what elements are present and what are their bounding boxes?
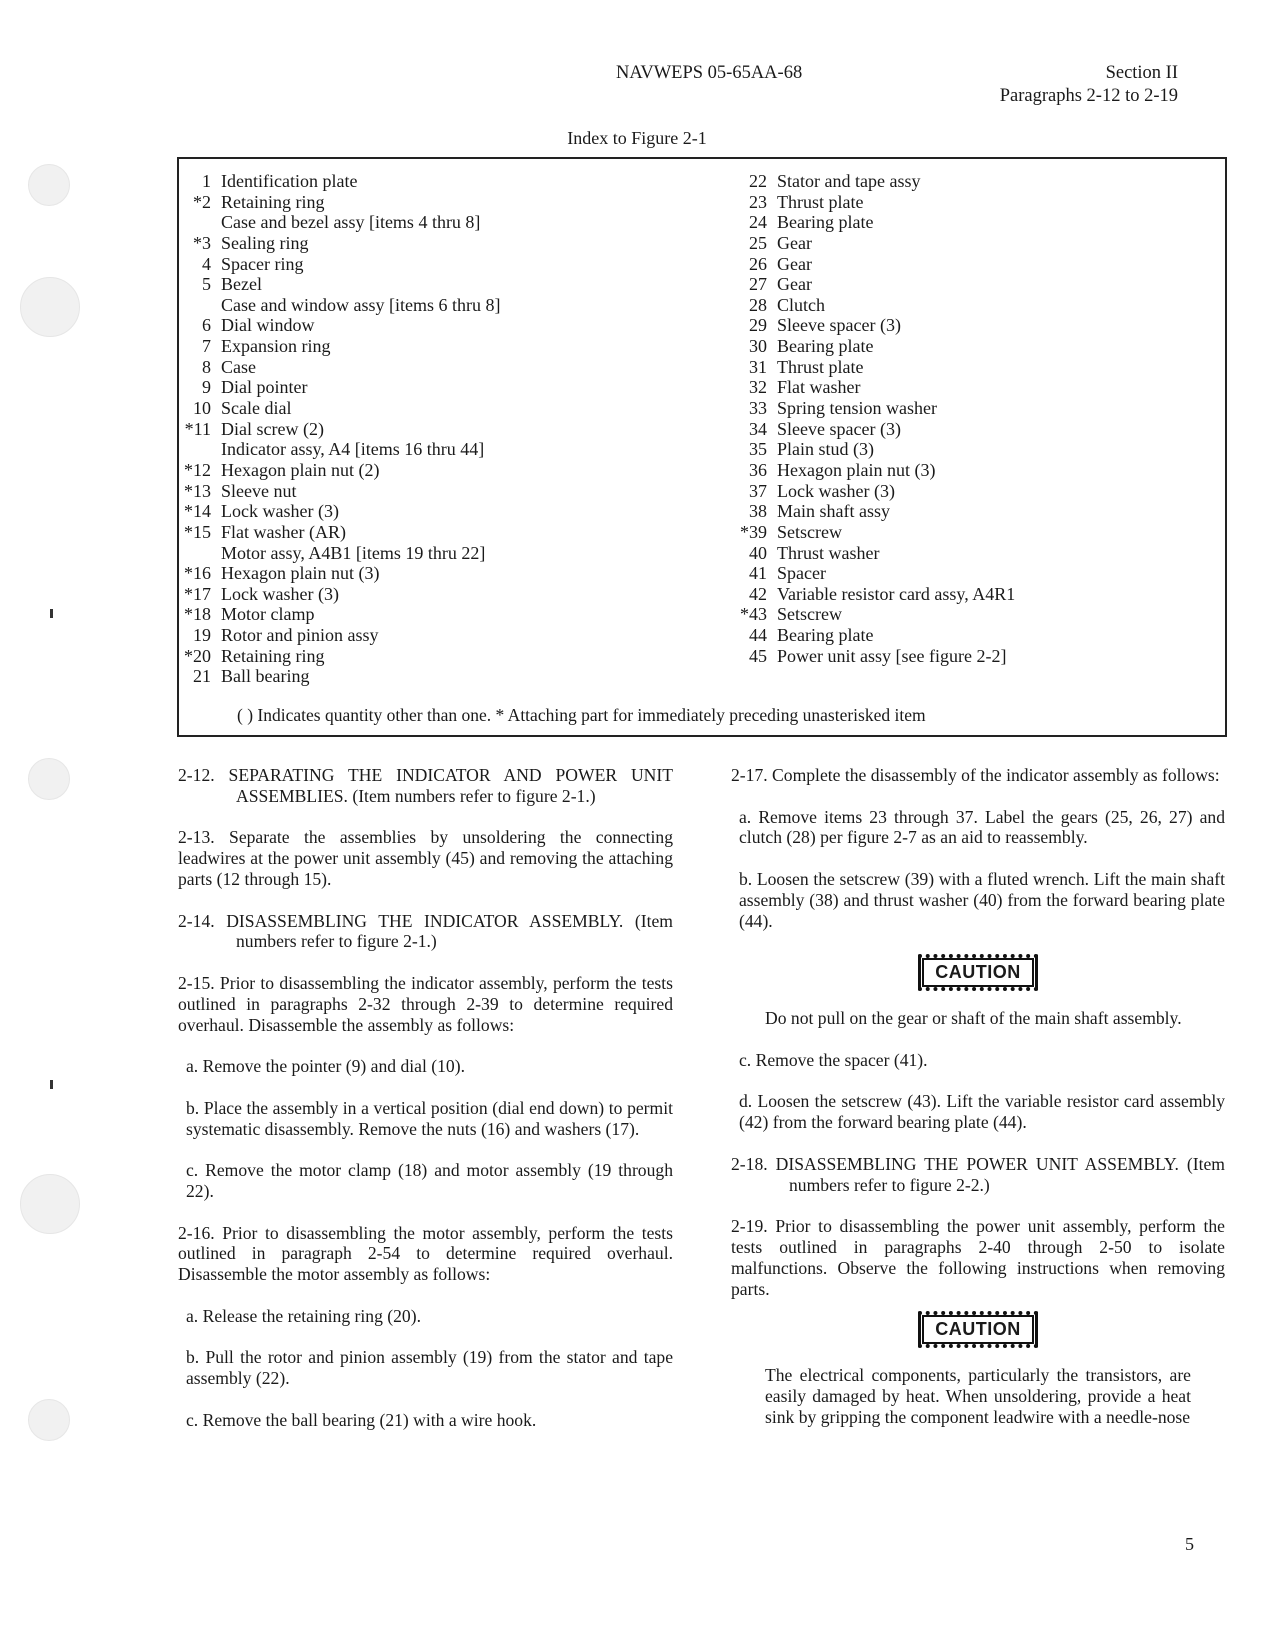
item-description: Clutch <box>777 294 825 315</box>
index-item <box>719 625 1224 646</box>
index-item <box>179 522 719 543</box>
item-number: *39 <box>740 521 767 542</box>
item-description: Motor clamp <box>221 604 315 625</box>
index-item <box>179 274 719 295</box>
item-number: *14 <box>184 501 211 522</box>
item-description: Gear <box>777 253 812 274</box>
item-number: 32 <box>749 377 767 398</box>
item-number: 27 <box>749 274 767 295</box>
index-item <box>719 646 1224 667</box>
index-item <box>179 254 719 275</box>
margin-mark <box>50 609 53 618</box>
item-description: Gear <box>777 232 812 253</box>
item-number: 26 <box>749 253 767 274</box>
index-item <box>179 563 719 584</box>
item-description: Lock washer (3) <box>777 480 895 501</box>
item-number: *3 <box>193 232 211 253</box>
document-number: NAVWEPS 05-65AA-68 <box>616 63 803 83</box>
item-description: Dial window <box>221 315 315 336</box>
index-item <box>719 543 1224 564</box>
index-item <box>719 501 1224 522</box>
item-description: Main shaft assy <box>777 501 890 522</box>
index-item <box>179 295 719 316</box>
item-number: 30 <box>749 336 767 357</box>
item-description: Scale dial <box>221 398 292 419</box>
item-description: Retaining ring <box>221 645 325 666</box>
item-description: Ball bearing <box>221 666 310 687</box>
item-number: 10 <box>193 398 211 419</box>
item-number: 33 <box>749 398 767 419</box>
index-item <box>179 315 719 336</box>
item-description: Variable resistor card assy, A4R1 <box>777 583 1016 604</box>
index-title: Index to Figure 2-1 <box>567 128 707 148</box>
paragraph-2-15: 2-15. Prior to disassembling the indicator assembly, perform the tests outlined in paragraphs 2-32 through 2-39 to determine required overhaul. Disassemble the assembly as follows: <box>178 972 673 1035</box>
paragraph-2-14: 2-14. DISASSEMBLING THE INDICATOR ASSEMBLY. (Item numbers refer to figure 2-1.) <box>178 910 673 952</box>
item-description: Setscrew <box>777 604 842 625</box>
index-item <box>179 171 719 192</box>
step-2-17-b: b. Loosen the setscrew (39) with a fluted wrench. Lift the main shaft assembly (38) and thrust washer (40) from the forward bearing plate (44). <box>739 868 1225 931</box>
item-description: Plain stud (3) <box>777 439 874 460</box>
item-number: 7 <box>202 336 211 357</box>
item-description: Lock washer (3) <box>221 501 339 522</box>
item-description: Spacer <box>777 563 826 584</box>
item-description: Sleeve spacer (3) <box>777 418 901 439</box>
item-number: 25 <box>749 232 767 253</box>
index-item <box>719 295 1224 316</box>
binder-hole <box>28 164 70 206</box>
index-item <box>179 419 719 440</box>
item-description: Power unit assy [see figure 2-2] <box>777 645 1007 666</box>
item-description: Spring tension washer <box>777 398 937 419</box>
index-item <box>719 377 1224 398</box>
item-number: 1 <box>202 171 211 191</box>
caution-label: CAUTION <box>918 1311 1038 1348</box>
item-description: Sleeve nut <box>221 480 297 501</box>
index-footnote: ( ) Indicates quantity other than one. * Attaching part for immediately preceding unasterisked item <box>237 705 926 725</box>
item-description: Sealing ring <box>221 232 309 253</box>
item-description: Rotor and pinion assy <box>221 625 379 646</box>
index-item <box>179 625 719 646</box>
caution-text: Do not pull on the gear or shaft of the main shaft assembly. <box>765 1008 1182 1029</box>
index-item <box>719 192 1224 213</box>
index-item <box>719 357 1224 378</box>
index-item <box>179 481 719 502</box>
item-description: Hexagon plain nut (2) <box>221 459 380 480</box>
item-number: *16 <box>184 563 211 584</box>
caution-box <box>731 952 1225 996</box>
item-number: *18 <box>184 604 211 625</box>
item-description: Bearing plate <box>777 336 874 357</box>
parts-index-table <box>177 157 1227 737</box>
index-item <box>179 212 719 233</box>
item-description: Setscrew <box>777 521 842 542</box>
binder-hole <box>28 758 70 800</box>
body-left-column <box>178 765 673 1451</box>
item-number: 24 <box>749 212 767 233</box>
step-2-16-a: a. Release the retaining ring (20). <box>186 1305 421 1326</box>
index-item <box>719 315 1224 336</box>
item-number: 22 <box>749 171 767 191</box>
index-item <box>179 398 719 419</box>
item-description: Gear <box>777 274 812 295</box>
item-number: *13 <box>184 480 211 501</box>
step-2-17-d: d. Loosen the setscrew (43). Lift the variable resistor card assembly (42) from the forward bearing plate (44). <box>739 1091 1225 1133</box>
index-item <box>179 604 719 625</box>
index-item <box>719 563 1224 584</box>
item-number: 8 <box>202 356 211 377</box>
margin-mark <box>50 1080 53 1089</box>
index-item <box>179 460 719 481</box>
item-description: Thrust plate <box>777 191 864 212</box>
index-item <box>719 419 1224 440</box>
item-description: Bearing plate <box>777 212 874 233</box>
binder-hole <box>28 1399 70 1441</box>
item-number: *12 <box>184 459 211 480</box>
index-item <box>719 254 1224 275</box>
item-description: Dial pointer <box>221 377 308 398</box>
item-number: 6 <box>202 315 211 336</box>
item-description: Lock washer (3) <box>221 583 339 604</box>
index-item <box>179 666 719 687</box>
item-description: Thrust plate <box>777 356 864 377</box>
item-number: *20 <box>184 645 211 666</box>
item-description: Flat washer (AR) <box>221 521 346 542</box>
item-number: 45 <box>749 645 767 666</box>
index-item <box>179 584 719 605</box>
index-item <box>719 460 1224 481</box>
index-left-column <box>179 171 719 687</box>
item-description: Retaining ring <box>221 191 325 212</box>
item-description: Hexagon plain nut (3) <box>221 563 380 584</box>
item-number: 28 <box>749 294 767 315</box>
item-number: *15 <box>184 521 211 542</box>
item-number: *11 <box>184 418 211 439</box>
item-number: 42 <box>749 583 767 604</box>
item-number: *17 <box>184 583 211 604</box>
item-number: 21 <box>193 666 211 687</box>
section-header <box>1000 62 1178 108</box>
item-description: Case and bezel assy [items 4 thru 8] <box>221 212 481 233</box>
item-number: 31 <box>749 356 767 377</box>
paragraph-2-16: 2-16. Prior to disassembling the motor assembly, perform the tests outlined in paragraph 2-54 to determine required overhaul. Disassemble the motor assembly as follows: <box>178 1222 673 1285</box>
item-number: 19 <box>193 625 211 646</box>
index-item <box>719 274 1224 295</box>
item-number: 37 <box>749 480 767 501</box>
index-item <box>179 336 719 357</box>
item-description: Hexagon plain nut (3) <box>777 459 936 480</box>
index-item <box>179 192 719 213</box>
index-item <box>719 522 1224 543</box>
index-item <box>719 481 1224 502</box>
index-item <box>179 439 719 460</box>
item-number: *2 <box>193 191 211 212</box>
paragraph-range: Paragraphs 2-12 to 2-19 <box>999 86 1178 106</box>
item-description: Identification plate <box>221 171 358 191</box>
item-description: Bezel <box>221 274 262 295</box>
item-description: Dial screw (2) <box>221 418 324 439</box>
item-number: *43 <box>740 604 767 625</box>
paragraph-2-17: 2-17. Complete the disassembly of the indicator assembly as follows: <box>731 765 1220 785</box>
item-number: 40 <box>749 542 767 563</box>
step-2-17-a: a. Remove items 23 through 37. Label the gears (25, 26, 27) and clutch (28) per figure 2-7 as an aid to reassembly. <box>739 806 1225 848</box>
item-number: 35 <box>749 439 767 460</box>
index-item <box>179 357 719 378</box>
binder-hole <box>20 1174 80 1234</box>
binder-hole <box>20 277 80 337</box>
item-description: Indicator assy, A4 [items 16 thru 44] <box>221 439 485 460</box>
section-label: Section II <box>1105 63 1178 83</box>
paragraph-2-13: 2-13. Separate the assemblies by unsoldering the connecting leadwires at the power unit assembly (45) and removing the attaching parts (12 through 15). <box>178 827 673 889</box>
index-item <box>179 646 719 667</box>
item-description: Case <box>221 356 256 377</box>
step-2-16-b: b. Pull the rotor and pinion assembly (19) from the stator and tape assembly (22). <box>186 1347 673 1389</box>
index-item <box>179 543 719 564</box>
paragraph-2-12: 2-12. SEPARATING THE INDICATOR AND POWER UNIT ASSEMBLIES. (Item numbers refer to figure 2-1.) <box>178 765 673 806</box>
item-description: Stator and tape assy <box>777 171 921 191</box>
page-number: 5 <box>1185 1534 1194 1554</box>
item-description: Bearing plate <box>777 625 874 646</box>
item-number: 9 <box>202 377 211 398</box>
step-2-15-c: c. Remove the motor clamp (18) and motor assembly (19 through 22). <box>186 1160 673 1201</box>
body-right-column <box>731 765 1225 1449</box>
index-item <box>179 377 719 398</box>
step-2-15-a: a. Remove the pointer (9) and dial (10). <box>186 1056 465 1077</box>
item-number: 38 <box>749 501 767 522</box>
item-description: Motor assy, A4B1 [items 19 thru 22] <box>221 542 486 563</box>
index-item <box>719 398 1224 419</box>
index-item <box>719 604 1224 625</box>
index-item <box>719 212 1224 233</box>
caution-label: CAUTION <box>918 954 1038 991</box>
item-number: 34 <box>749 418 767 439</box>
caution-box <box>731 1309 1225 1353</box>
item-description: Thrust washer <box>777 542 880 563</box>
index-item <box>179 501 719 522</box>
step-2-17-c: c. Remove the spacer (41). <box>739 1049 928 1070</box>
index-item <box>719 233 1224 254</box>
item-number: 4 <box>202 253 211 274</box>
item-number: 29 <box>749 315 767 336</box>
item-description: Spacer ring <box>221 253 304 274</box>
item-number: 36 <box>749 459 767 480</box>
item-description: Case and window assy [items 6 thru 8] <box>221 294 501 315</box>
step-2-15-b: b. Place the assembly in a vertical position (dial end down) to permit systematic disassembly. Remove the nuts (16) and washers (17). <box>186 1097 673 1139</box>
step-2-16-c: c. Remove the ball bearing (21) with a wire hook. <box>186 1409 537 1430</box>
index-item <box>179 233 719 254</box>
caution-text: The electrical components, particularly the transistors, are easily damaged by heat. When unsoldering, provide a heat sink by gripping the component leadwire with a needle-nose <box>765 1365 1191 1427</box>
paragraph-2-18: 2-18. DISASSEMBLING THE POWER UNIT ASSEMBLY. (Item numbers refer to figure 2-2.) <box>731 1153 1225 1195</box>
index-right-column <box>719 171 1224 666</box>
item-description: Flat washer <box>777 377 861 398</box>
item-description: Expansion ring <box>221 336 331 357</box>
index-item <box>719 584 1224 605</box>
item-description: Sleeve spacer (3) <box>777 315 901 336</box>
item-number: 5 <box>202 274 211 295</box>
item-number: 44 <box>749 625 767 646</box>
index-item <box>719 171 1224 192</box>
item-number: 23 <box>749 191 767 212</box>
paragraph-2-19: 2-19. Prior to disassembling the power unit assembly, perform the tests outlined in paragraphs 2-40 through 2-50 to isolate malfunctions. Observe the following instructions when removing parts. <box>731 1216 1225 1299</box>
item-number: 41 <box>749 563 767 584</box>
index-item <box>719 336 1224 357</box>
index-item <box>719 439 1224 460</box>
